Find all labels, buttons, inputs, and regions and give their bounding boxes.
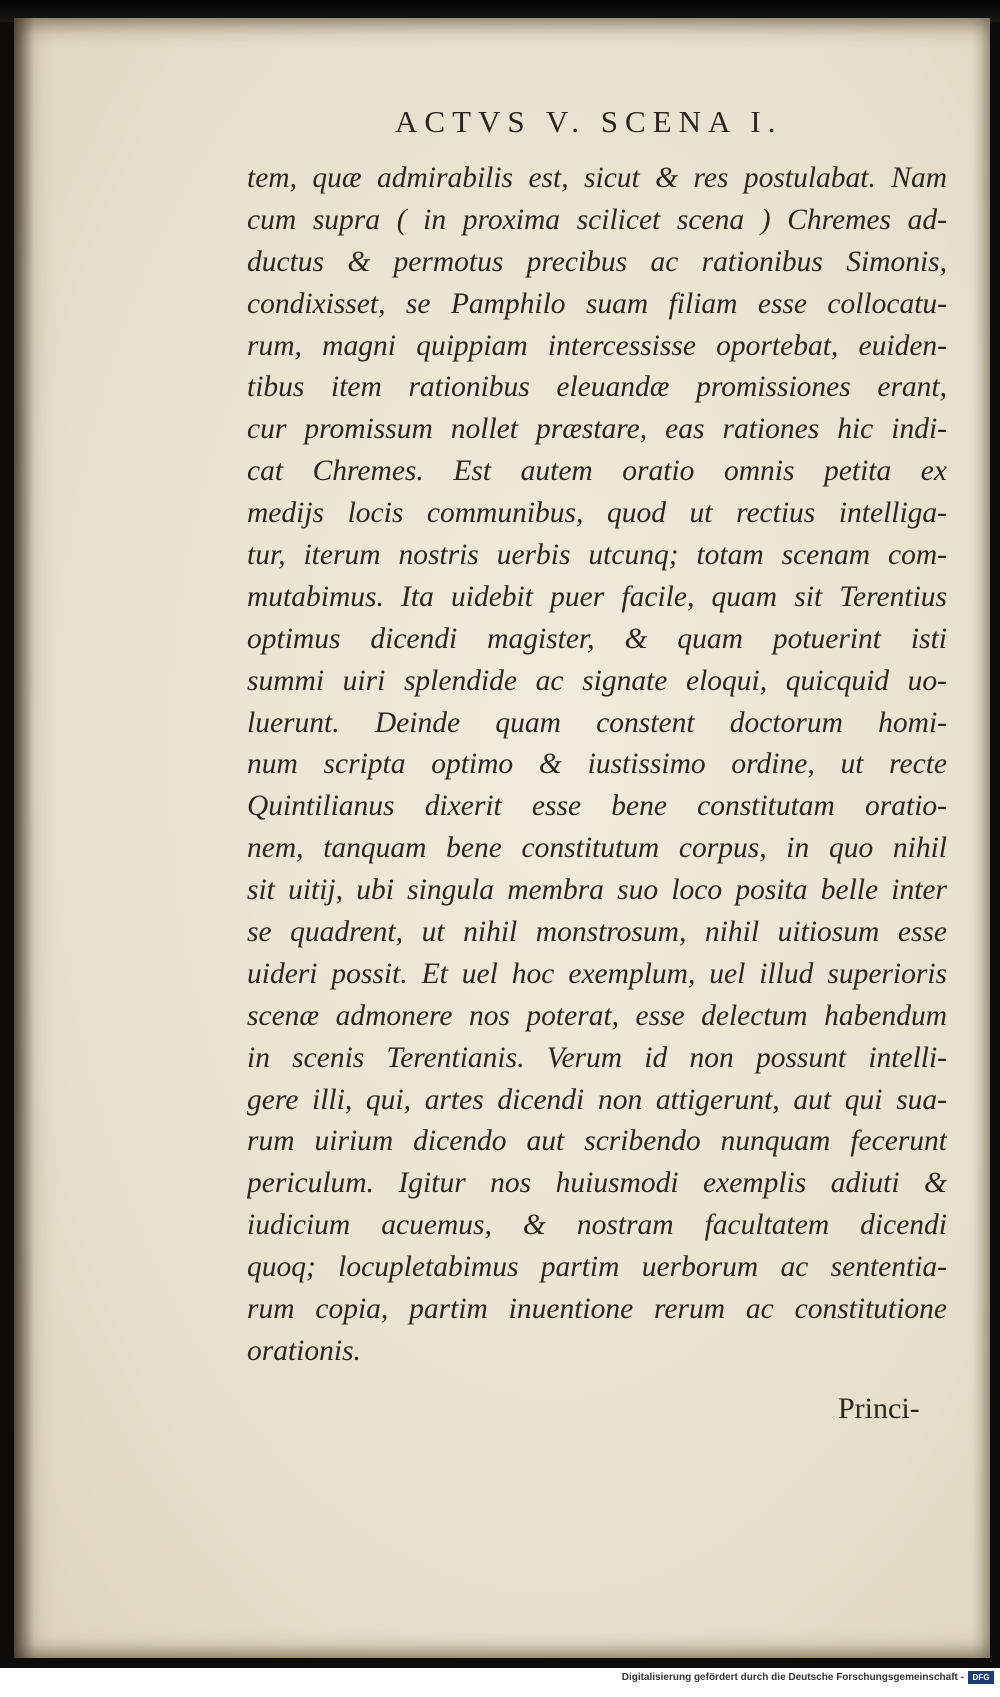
text-line: periculum. Igitur nos huiusmodi exemplis adiuti & (247, 1167, 947, 1200)
text-line: mutabimus. Ita uidebit puer facile, quam sit Terentius (247, 580, 947, 613)
text-line: cum supra ( in proxima scilicet scena ) Chremes ad- (247, 203, 947, 236)
text-line: rum, magni quippiam intercessisse oportebat, euiden- (247, 329, 947, 362)
text-line: cat Chremes. Est autem oratio omnis petita ex (247, 455, 947, 488)
text-line: tem, quæ admirabilis est, sicut & res postulabat. Nam (247, 162, 947, 194)
text-line: nem, tanquam bene constitutum corpus, in quo nihil (247, 832, 947, 865)
text-line: gere illi, qui, artes dicendi non attigerunt, aut qui sua- (247, 1083, 947, 1116)
text-line: quoq; locupletabimus partim uerborum ac sententia- (247, 1251, 947, 1284)
text-line: rum copia, partim inuentione rerum ac constitutione (247, 1293, 947, 1326)
text-line: in scenis Terentianis. Verum id non possunt intelli- (247, 1041, 947, 1074)
running-head: ACTVS V. SCENA I. (395, 104, 783, 139)
text-line: cur promissum nollet præstare, eas rationes hic indi- (247, 413, 947, 446)
text-line: orationis. (247, 1334, 361, 1367)
text-line: se quadrent, ut nihil monstrosum, nihil uitiosum esse (247, 916, 947, 949)
text-line: scenæ admonere nos poterat, esse delectum habendum (247, 999, 947, 1032)
digitization-credit: Digitalisierung gefördert durch die Deutsche Forschungsgemeinschaft - (621, 1672, 964, 1683)
text-line: tur, iterum nostris uerbis utcunq; totam scenam com- (247, 539, 947, 572)
text-line: uideri possit. Et uel hoc exemplum, uel illud superioris (247, 957, 947, 990)
text-line: ductus & permotus precibus ac rationibus Simonis, (247, 245, 947, 278)
text-line: Quintilianus dixerit esse bene constitutam oratio- (247, 790, 947, 823)
text-line: luerunt. Deinde quam constent doctorum homi- (247, 706, 947, 739)
dfg-logo: DFG (968, 1671, 994, 1684)
page-gutter-shadow (14, 18, 34, 1658)
text-line: tibus item rationibus eleuandæ promissiones erant, (247, 371, 947, 404)
text-line: iudicium acuemus, & nostram facultatem dicendi (247, 1209, 947, 1242)
text-line: medijs locis communibus, quod ut rectius intelliga- (247, 497, 947, 530)
text-line: num scripta optimo & iustissimo ordine, ut recte (247, 748, 947, 781)
text-line: rum uirium dicendo aut scribendo nunquam fecerunt (247, 1125, 947, 1158)
text-line: sit uitij, ubi singula membra suo loco posita belle inter (247, 874, 947, 907)
text-line: optimus dicendi magister, & quam potuerint isti (247, 622, 947, 655)
catchword: Princi- (838, 1392, 920, 1425)
text-line: condixisset, se Pamphilo suam filiam esse collocatu- (247, 287, 947, 320)
body-text (247, 158, 947, 1373)
text-line: summi uiri splendide ac signate eloqui, quicquid uo- (247, 664, 947, 697)
